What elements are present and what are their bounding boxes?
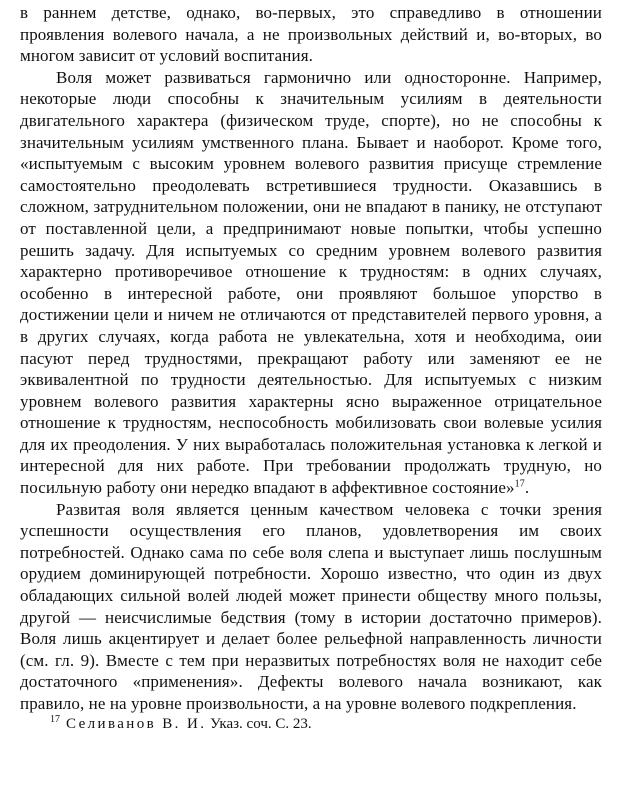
paragraph-will-development (20, 67, 602, 499)
paragraph-will-development-text: Воля может развиваться гармонично или односторонне. Например, некоторые люди способны к значительным усилиям в деятельности двигательного характера (физическом труде, спорте), но не способны к значительным усилиям умственного плана. Бывает и наоборот. Кроме того, «испытуемым с высоким уровнем волевого развития присуще стремление самостоятельно преодолевать встретившиеся трудности. Оказавшись в сложном, затруднительном положении, они не впадают в панику, не отступают от поставленной цели, а предпринимают новые попытки, чтобы успешно решить задачу. Для испытуемых со средним уровнем волевого развития характерно противоречивое отношение к трудностям: в одних случаях, особенно в интересной работе, они проявляют большое упорство в достижении цели и ничем не отличаются от представителей первого уровня, а в других случаях, когда работа не увлекательна, хотя и необходима, оии пасуют перед трудностями, прекращают работу или заменяют ее не эквивалентной по трудности деятельностью. Для испытуемых с низким уровнем волевого развития характерны ясно выраженное отрицательное отношение к трудностям, неспособность мобилизовать свои волевые усилия для их преодоления. У них выработалась положительная установка к легкой и интересной для них работе. При требовании продолжать трудную, но посильную работу они нередко впадают в аффективное состояние» (20, 67, 602, 498)
footnote-source: Указ. соч. С. 23. (210, 716, 312, 732)
paragraph-developed-will: Развитая воля является ценным качеством человека с точки зрения успешности осуществления его планов, удовлетворения им своих потребностей. Однако сама по себе воля слепа и выступает лишь послушным орудием доминирующей потребности. Хорошо известно, что один из двух обладающих сильной волей людей может принести обществу много пользы, другой — неисчислимые бедствия (тому в истории достаточно примеров). Воля лишь акцентирует и делает более рельефной направленность личности (см. гл. 9). Вместе с тем при неразвитых потребностях воля не находит себе достаточного «применения». Дефекты волевого начала возникают, как правило, не на уровне произвольности, а на уровне волевого подкрепления. (20, 499, 602, 713)
paragraph-continuation: в раннем детстве, однако, во-первых, это справедливо в отношении проявления волевого начала, а не произвольных действий и, во-вторых, во многом зависит от условий воспитания. (20, 3, 602, 66)
footnote-author: Селиванов В. И. (66, 716, 207, 732)
paragraph-end-punctuation: . (524, 478, 530, 498)
body-text (20, 2, 602, 715)
footnote-reference: 17 (514, 478, 525, 490)
footnote-number: 17 (50, 714, 60, 725)
footnote (50, 714, 590, 734)
